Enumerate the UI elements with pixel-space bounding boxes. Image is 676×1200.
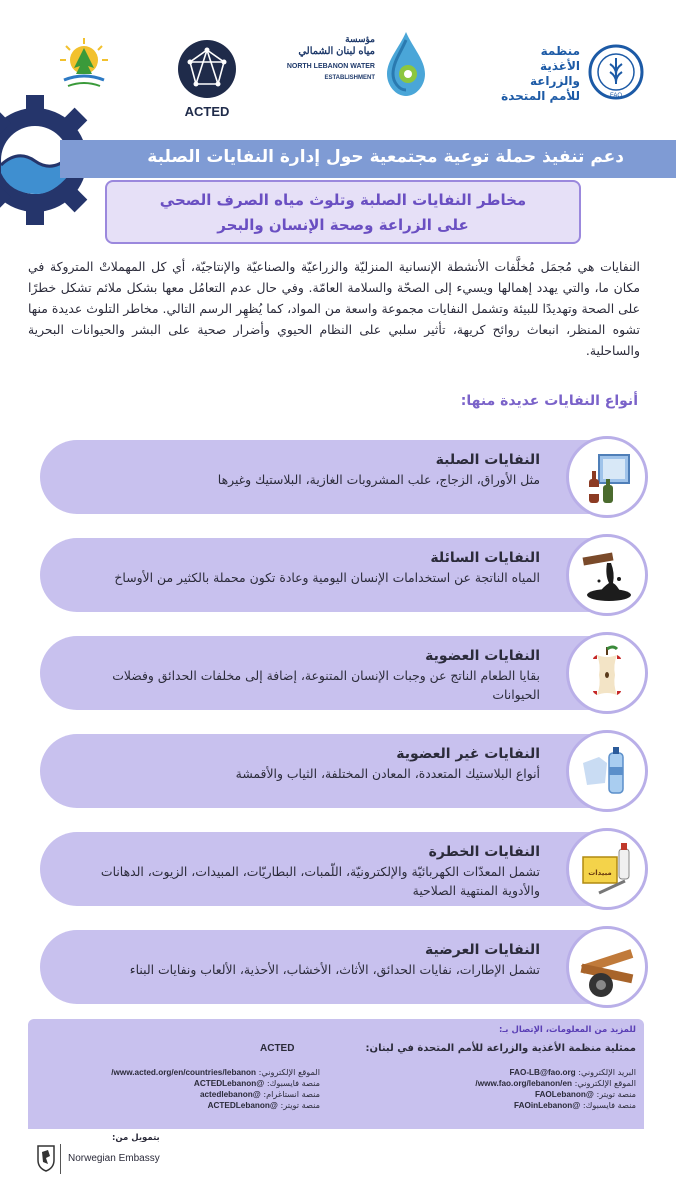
apple-core-icon [566, 632, 648, 714]
acted-facebook: منصة فايسبوك: @ACTEDLebanon [193, 1078, 320, 1088]
ministry-energy-logo [52, 34, 116, 94]
waste-card-title: النفايات الخطرة [428, 844, 540, 860]
waste-card-solid [40, 440, 640, 514]
acted-logo [175, 40, 239, 119]
waste-card-desc: المياه الناتجة عن استخدامات الإنسان اليومية وعادة تكون محملة بالكثير من الأوساخ [114, 570, 540, 585]
logos-row [0, 0, 676, 120]
subtitle-box [105, 180, 581, 244]
waste-card-desc: مثل الأوراق، الزجاج، علب المشروبات الغازية، البلاستيك وغيرها [217, 472, 540, 487]
page-title: دعم تنفيذ حملة توعية مجتمعية حول إدارة النفايات الصلبة [147, 147, 624, 167]
norway-coat-of-arms-icon [36, 1144, 56, 1172]
water-drop-icon [381, 30, 431, 98]
waste-card-desc: بقايا الطعام الناتج عن وجبات الإنسان المتنوعة، إضافة إلى مخلفات الحدائق وفضلات الحيوانات [112, 668, 540, 702]
waste-card-desc: تشمل المعدّات الكهربائيّة والإلكترونيّة، اللّمبات، البطاريّات، المبيدات، الزيوت، الدهانات والأدوية المنتهية الصلاحية [100, 864, 540, 898]
fao-twitter-link[interactable]: @FAOLebanon [534, 1090, 594, 1099]
acted-twitter: منصة تويتر: @ACTEDLebanon [207, 1100, 320, 1110]
nlwe-arabic-line2: مياه لبنان الشمالي [298, 46, 375, 57]
nlwe-arabic-line1: مؤسسة [345, 34, 375, 44]
waste-card-title: النفايات العرضية [425, 942, 540, 958]
fao-logo [500, 44, 670, 104]
acted-instagram: منصة انستاغرام: @actedlebanon [199, 1089, 320, 1099]
fao-website-link[interactable]: www.fao.org/lebanon/en/ [475, 1079, 573, 1088]
pesticide-label: مبيدات [588, 869, 612, 877]
fao-arabic-name: منظمة الأغذية والزراعة للأمم المتحدة [501, 44, 580, 103]
acted-contact-heading: ACTED [260, 1043, 295, 1054]
types-heading: أنواع النفايات عديدة منها: [460, 393, 638, 409]
funder-name: Norwegian Embassy [68, 1153, 160, 1164]
waste-card-bulky [40, 930, 640, 1004]
wood-tire-icon [566, 926, 648, 1008]
title-band [60, 140, 676, 178]
bottles-icon [566, 436, 648, 518]
nlwe-logo [285, 30, 435, 100]
funder-logo [34, 1140, 204, 1180]
subtitle-line-2: على الزراعة وصحة الإنسان والبحر [217, 216, 469, 234]
waste-card-title: النفايات العضوية [425, 648, 540, 664]
funder-divider [60, 1144, 61, 1174]
waste-card-inorganic [40, 734, 640, 808]
acted-website-link[interactable]: www.acted.org/en/countries/lebanon/ [111, 1068, 257, 1077]
acted-website: الموقع الإلكتروني: www.acted.org/en/countries/lebanon/ [111, 1067, 320, 1077]
acted-contact-list [40, 1067, 320, 1111]
fao-representation: ممثلية منظمة الأغذية والزراعة للأمم المتحدة في لبنان: [365, 1043, 636, 1054]
intro-text: النفايات هي مُجمَل مُخلَّفات الأنشطة الإنسانية المنزليّة والزراعيّة والصناعيّة والإنتاجيّة، أي كل المهملاتْ المتروكة في مكان ما، والتي يهدد إهمالها ويسيء إلى الصحّة والسلامة العامّة. وفي حال عدم التعامُل معها بشكل ملائم تشكل خطرًا على الصحة وتهديدًا للبيئة وتشمل النفايات مجموعة واسعة من المواد، كما يُظهِر الرسم التالي. مخاطر التلوث عديدة منها تشوه المنظر، انبعاث روائح كريهة، تأثير سلبي على النظام الحيوي وأضرار صحية على البشر والحيوانات البحرية والساحلية. [28, 259, 640, 358]
waste-card-title: النفايات السائلة [430, 550, 540, 566]
liquid-waste-icon [566, 534, 648, 616]
waste-card-liquid [40, 538, 640, 612]
intro-paragraph [28, 256, 640, 361]
fao-contact-list [336, 1067, 636, 1111]
subtitle-line-1: مخاطر النفايات الصلبة وتلوث مياه الصرف الصحي [159, 191, 527, 209]
fao-emblem-icon [588, 44, 644, 100]
nlwe-english-line2: ESTABLISHMENT [324, 75, 375, 81]
contact-ask: للمزيد من المعلومات، الإتصال بـ: [499, 1025, 636, 1035]
fao-twitter: منصة تويتر: @FAOLebanon [534, 1089, 636, 1099]
acted-facebook-link[interactable]: @ACTEDLebanon [193, 1079, 265, 1088]
fao-facebook-link[interactable]: @FAOinLebanon [514, 1101, 581, 1110]
waste-card-desc: تشمل الإطارات، نفايات الحدائق، الأثاث، الأخشاب، الأحذية، الألعاب ونفايات البناء [129, 962, 540, 977]
waste-card-desc: أنواع البلاستيك المتعددة، المعادن المختلفة، الثياب والأقمشة [235, 766, 540, 781]
waste-card-title: النفايات الصلبة [435, 452, 540, 468]
waste-card-title: النفايات غير العضوية [396, 746, 540, 762]
fao-email-link[interactable]: FAO-LB@fao.org [509, 1068, 576, 1077]
plastic-bottle-icon [566, 730, 648, 812]
waste-card-organic [40, 636, 640, 710]
nlwe-english-line1: NORTH LEBANON WATER [286, 63, 375, 70]
fao-email: البريد الإلكتروني: FAO-LB@fao.org [509, 1067, 636, 1077]
fao-website: الموقع الإلكتروني: www.fao.org/lebanon/en/ [475, 1078, 636, 1088]
acted-logo-text: ACTED [184, 104, 230, 119]
waste-card-hazardous [40, 832, 640, 906]
funder-label: بتمويل من: [112, 1133, 160, 1143]
fao-facebook: منصة فايسبوك: @FAOinLebanon [514, 1100, 636, 1110]
hazardous-icon [566, 828, 648, 910]
contact-footer [28, 1019, 644, 1129]
fao-short-label: FAO [609, 93, 623, 99]
acted-twitter-link[interactable]: @ACTEDLebanon [207, 1101, 278, 1110]
acted-instagram-link[interactable]: @actedlebanon [199, 1090, 261, 1099]
